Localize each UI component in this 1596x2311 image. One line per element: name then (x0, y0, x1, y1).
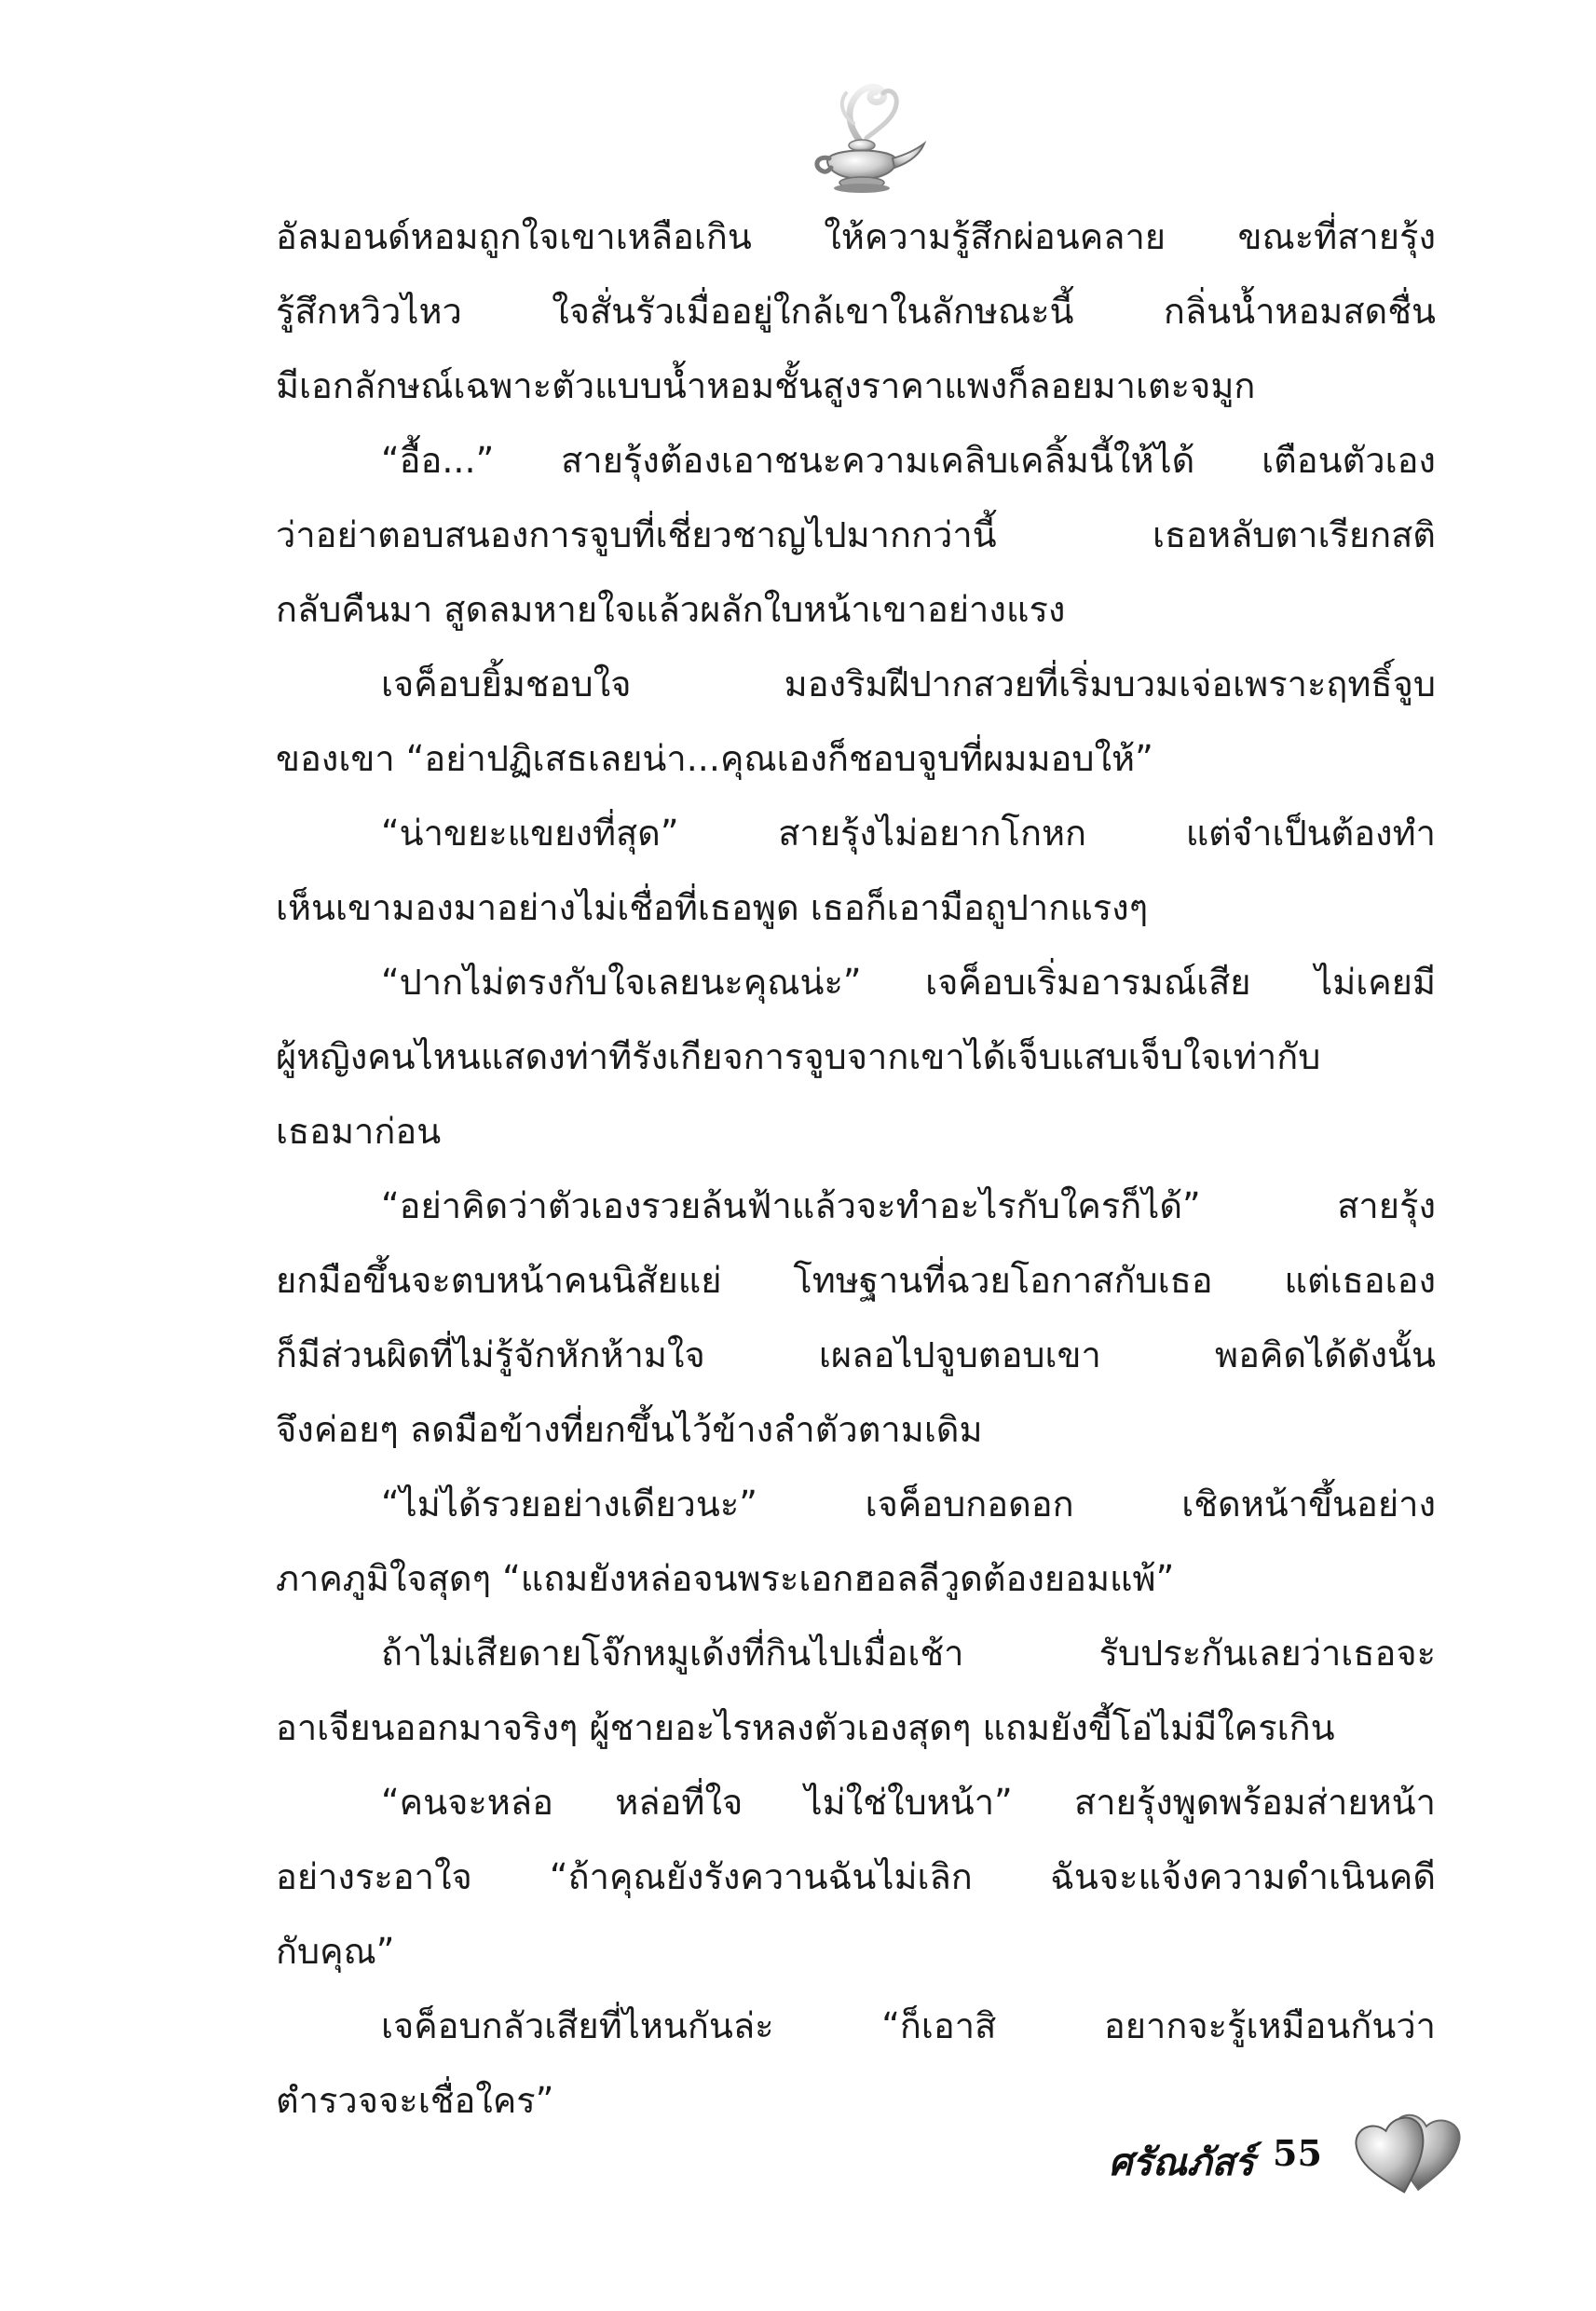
text-line: “ปากไม่ตรงกับใจเลยนะคุณน่ะ” เจค็อบเริ่มอารมณ์เสีย ไม่เคยมี (381, 962, 1436, 1003)
text-line: “อย่าคิดว่าตัวเองรวยล้นฟ้าแล้วจะทำอะไรกับใครก็ได้” สายรุ้ง (381, 1185, 1436, 1226)
text-line: “อื้อ...” สายรุ้งต้องเอาชนะความเคลิบเคลิ้มนี้ให้ได้ เตือนตัวเอง (381, 440, 1436, 481)
hearts-icon (1349, 2097, 1480, 2199)
text-line: อย่างระอาใจ “ถ้าคุณยังรังควานฉันไม่เลิก ฉันจะแจ้งความดำเนินคดี (276, 1856, 1436, 1897)
text-line: เจค็อบยิ้มชอบใจ มองริมฝีปากสวยที่เริ่มบวมเจ่อเพราะฤทธิ์จูบ (381, 663, 1436, 704)
text-line: กับคุณ” (276, 1931, 395, 1972)
text-line: เธอมาก่อน (276, 1111, 442, 1152)
page-number: 55 (1273, 2132, 1322, 2174)
text-line: ผู้หญิงคนไหนแสดงท่าทีรังเกียจการจูบจากเขาได้เจ็บแสบเจ็บใจเท่ากับ (276, 1036, 1321, 1077)
text-line: รู้สึกหวิวไหว ใจสั่นรัวเมื่ออยู่ใกล้เขาในลักษณะนี้ กลิ่นน้ำหอมสดชื่น (276, 291, 1436, 332)
author-brand: ศรัณภัสร์ (1109, 2140, 1255, 2184)
page-footer (1099, 2097, 1491, 2199)
text-line: ก็มีส่วนผิดที่ไม่รู้จักหักห้ามใจ เผลอไปจูบตอบเขา พอคิดได้ดังนั้น (276, 1334, 1436, 1375)
text-line: “คนจะหล่อ หล่อที่ใจ ไม่ใช่ใบหน้า” สายรุ้งพูดพร้อมส่ายหน้า (381, 1782, 1436, 1823)
text-line: กลับคืนมา สูดลมหายใจแล้วผลักใบหน้าเขาอย่างแรง (276, 589, 1066, 630)
text-line: เจค็อบกลัวเสียที่ไหนกันล่ะ “ก็เอาสิ อยากจะรู้เหมือนกันว่า (381, 2005, 1436, 2046)
text-line: จึงค่อยๆ ลดมือข้างที่ยกขึ้นไว้ข้างลำตัวตามเดิม (276, 1409, 983, 1450)
text-line: “น่าขยะแขยงที่สุด” สายรุ้งไม่อยากโกหก แต่จำเป็นต้องทำ (381, 813, 1436, 854)
text-line: ถ้าไม่เสียดายโจ๊กหมูเด้งที่กินไปเมื่อเช้า รับประกันเลยว่าเธอจะ (381, 1633, 1436, 1674)
text-line: “ไม่ได้รวยอย่างเดียวนะ” เจค็อบกอดอก เชิดหน้าขึ้นอย่าง (381, 1484, 1436, 1525)
text-line: มีเอกลักษณ์เฉพาะตัวแบบน้ำหอมชั้นสูงราคาแพงก็ลอยมาเตะจมูก (276, 365, 1256, 406)
text-line: ว่าอย่าตอบสนองการจูบที่เชี่ยวชาญไปมากกว่านี้ เธอหลับตาเรียกสติ (276, 514, 1436, 555)
text-line: อาเจียนออกมาจริงๆ ผู้ชายอะไรหลงตัวเองสุดๆ แถมยังขี้โอ่ไม่มีใครเกิน (276, 1707, 1335, 1748)
genie-lamp-icon (792, 67, 932, 207)
text-line: เห็นเขามองมาอย่างไม่เชื่อที่เธอพูด เธอก็เอามือถูปากแรงๆ (276, 887, 1149, 928)
text-line: ของเขา “อย่าปฏิเสธเลยน่า...คุณเองก็ชอบจูบที่ผมมอบให้” (276, 738, 1153, 779)
text-line: ตำรวจจะเชื่อใคร” (276, 2080, 554, 2121)
text-line: ยกมือขึ้นจะตบหน้าคนนิสัยแย่ โทษฐานที่ฉวยโอกาสกับเธอ แต่เธอเอง (276, 1260, 1436, 1301)
body-text (276, 199, 1436, 2138)
text-line: อัลมอนด์หอมถูกใจเขาเหลือเกิน ให้ความรู้สึกผ่อนคลาย ขณะที่สายรุ้ง (276, 216, 1436, 257)
text-line: ภาคภูมิใจสุดๆ “แถมยังหล่อจนพระเอกฮอลลีวูดต้องยอมแพ้” (276, 1558, 1175, 1599)
